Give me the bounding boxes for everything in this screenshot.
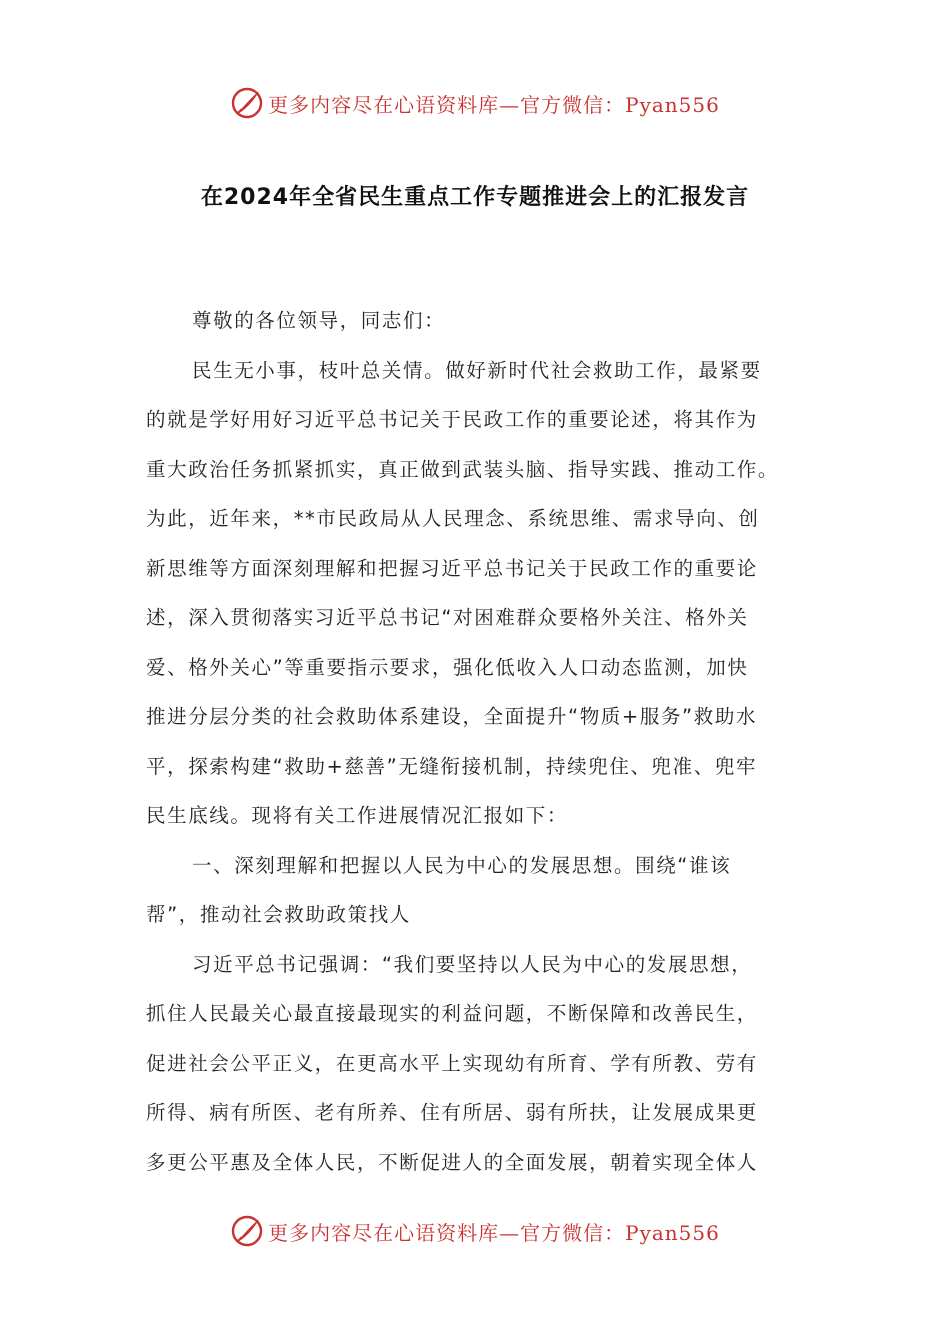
body-line: 民生底线。现将有关工作进展情况汇报如下： — [146, 804, 569, 827]
body-line: 新思维等方面深刻理解和把握习近平总书记关于民政工作的重要论 — [146, 556, 758, 580]
body-line: 抓住人民最关心最直接最现实的利益问题，不断保障和改善民生， — [146, 1002, 758, 1025]
body-line: 习近平总书记强调：“我们要坚持以人民为中心的发展思想， — [192, 952, 753, 976]
body-line: 所得、病有所医、老有所养、住有所居、弱有所扶，让发展成果更 — [146, 1101, 758, 1124]
body-line: 尊敬的各位领导，同志们： — [192, 309, 446, 332]
watermark-banner-top — [0, 83, 950, 123]
section-heading-line: 帮”，推动社会救助政策找人 — [146, 903, 411, 926]
body-line: 推进分层分类的社会救助体系建设，全面提升“物质+服务”救助水 — [146, 705, 758, 728]
body-line: 平，探索构建“救助+慈善”无缝衔接机制，持续兜住、兜准、兜牢 — [146, 754, 758, 778]
body-line: 促进社会公平正义，在更高水平上实现幼有所育、学有所教、劳有 — [146, 1051, 758, 1075]
body-line: 述，深入贯彻落实习近平总书记“对困难群众要格外关注、格外关 — [146, 606, 749, 629]
document-title: 在2024年全省民生重点工作专题推进会上的汇报发言 — [200, 185, 750, 210]
watermark-text: 更多内容尽在心语资料库—官方微信：Pyan556 — [268, 92, 720, 117]
body-line: 重大政治任务抓紧抓实，真正做到武装头脑、指导实践、推动工作。 — [146, 457, 780, 481]
watermark-text: 更多内容尽在心语资料库—官方微信：Pyan556 — [268, 1220, 720, 1245]
body-line: 民生无小事，枝叶总关情。做好新时代社会救助工作，最紧要 — [192, 358, 762, 382]
quill-logo-icon — [230, 1214, 264, 1248]
body-line: 爱、格外关心”等重要指示要求，强化低收入人口动态监测，加快 — [146, 655, 749, 679]
quill-logo-icon — [230, 86, 264, 120]
body-line: 多更公平惠及全体人民，不断促进人的全面发展，朝着实现全体人 — [146, 1150, 758, 1174]
document-body — [146, 296, 806, 1187]
body-line: 的就是学好用好习近平总书记关于民政工作的重要论述，将其作为 — [146, 408, 758, 431]
body-line: 为此，近年来，**市民政局从人民理念、系统思维、需求导向、创 — [146, 507, 760, 530]
section-heading-line: 一、深刻理解和把握以人民为中心的发展思想。围绕“谁该 — [192, 853, 732, 877]
watermark-banner-bottom — [0, 1211, 950, 1251]
